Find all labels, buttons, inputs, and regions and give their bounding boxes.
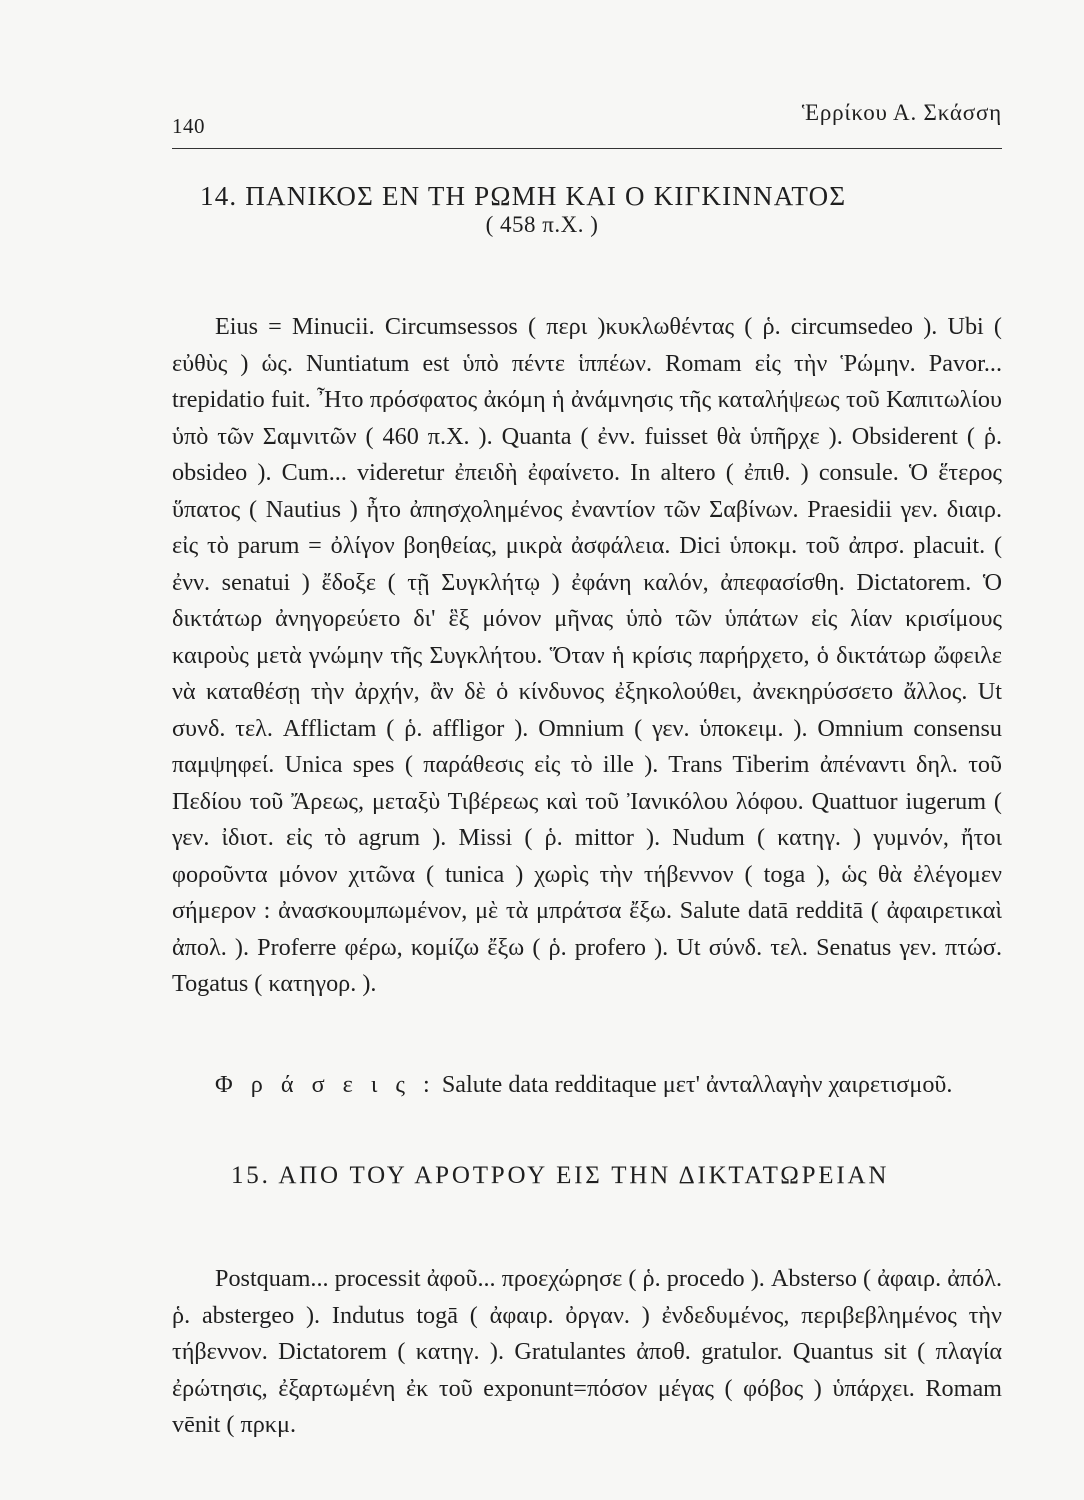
section-15-body: Postquam... processit ἀφοῦ... προεχώρησε ( ῥ. procedo ). Absterso ( ἀφαιρ. ἀπόλ. ῥ. abstergeo ). Indutus togā ( ἀφαιρ. ὀργαν. ) ἐνδεδυμένος, περιβεβλημένος τὴν τήβεννον. Dictatorem ( κατηγ. ). Gratulantes ἀποθ. gratulor. Quantus sit ( πλαγία ἐρώτησις, ἐξαρτωμένη ἐκ τοῦ exponunt=πόσον μέγας ( φόβος ) ὑπάρχει. Romam vēnit ( πρκμ. — [172, 1265, 1002, 1439]
page-number: 140 — [172, 114, 205, 138]
section-14-body: Eius = Minucii. Circumsessos ( περι )κυκλωθέντας ( ῥ. circumsedeo ). Ubi ( εὐθὺς ) ὡς. Nuntiatum est ὑπὸ πέντε ἱππέων. Romam εἰς τὴν Ῥώμην. Pavor... trepidatio fuit. Ἦτο πρόσφατος ἀκόμη ἡ ἀνάμνησις τῆς καταλήψεως τοῦ Καπιτωλίου ὑπὸ τῶν Σαμνιτῶν ( 460 π.Χ. ). Quanta ( ἐνν. fuisset θὰ ὑπῆρχε ). Obsiderent ( ῥ. obsideo ). Cum... videretur ἐπειδὴ ἐφαίνετο. In altero ( ἐπιθ. ) consule. Ὁ ἕτερος ὕπατος ( Nautius ) ἦτο ἀπησχολημένος ἐναντίον τῶν Σαβίνων. Praesidii γεν. διαιρ. εἰς τὸ parum = ὀλίγον βοηθείας, μικρὰ ἀσφάλεια. Dici ὑποκμ. τοῦ ἀπρσ. placuit. ( ἐνν. senatui ) ἔδοξε ( τῇ Συγκλήτῳ ) ἐφάνη καλόν, ἀπεφασίσθη. Dictatorem. Ὁ δικτάτωρ ἀνηγορεύετο δι' ἓξ μόνον μῆνας ὑπὸ τῶν ὑπάτων εἰς λίαν κρισίμους καιροὺς μετὰ γνώμην τῆς Συγκλήτου. Ὅταν ἡ κρίσις παρήρχετο, ὁ δικτάτωρ ὤφειλε νὰ καταθέσῃ τὴν ἀρχήν, ἂν δὲ ὁ κίνδυνος ἐξηκολούθει, ἀνεκηρύσσετο ἄλλος. Ut συνδ. τελ. Afflictam ( ῥ. affligor ). Omnium ( γεν. ὑποκειμ. ). Omnium consensu παμψηφεί. Unica spes ( παράθεσις εἰς τὸ ille ). Trans Tiberim ἀπέναντι δηλ. τοῦ Πεδίου τοῦ Ἄρεως, μεταξὺ Τιβέρεως καὶ τοῦ Ἰανικόλου λόφου. Quattuor iugerum ( γεν. ἰδιοτ. εἰς τὸ agrum ). Missi ( ῥ. mittor ). Nudum ( κατηγ. ) γυμνόν, ἤτοι φοροῦντα μόνον χιτῶνα ( tunica ) χωρὶς τὴν τήβεννον ( toga ), ὡς θὰ ἐλέγομεν σήμερον : ἀνασκουμπωμένον, μὲ τὰ μπράτσα ἔξω. Salute datā redditā ( ἀφαιρετικαὶ ἀπολ. ). Proferre φέρω, κομίζω ἔξω ( ῥ. profero ). Ut σύνδ. τελ. Senatus γεν. πτώσ. Togatus ( κατηγορ. ). — [172, 313, 1002, 998]
section-15-heading: 15. ΑΠΟ ΤΟΥ ΑΡΟΤΡΟΥ ΕΙΣ ΤΗΝ ΔΙΚΤΑΤΩΡΕΙΑΝ — [231, 1162, 890, 1189]
phrases-text: Salute data redditaque μετ' ἀνταλλαγὴν χαιρετισμοῦ. — [435, 1071, 953, 1099]
phrases-label: Φ ρ ά σ ε ι ς : — [215, 1071, 436, 1099]
page-header — [172, 96, 1002, 149]
phrases-paragraph — [172, 1067, 1002, 1104]
running-head: Ἑρρίκου Α. Σκάσση — [801, 100, 1002, 125]
section-14-heading: 14. ΠΑΝΙΚΟΣ ΕΝ ΤΗ ΡΩΜΗ ΚΑΙ Ο ΚΙΓΚΙΝΝΑΤΟΣ — [200, 181, 847, 211]
section-14-date: ( 458 π.Χ. ) — [485, 212, 599, 237]
